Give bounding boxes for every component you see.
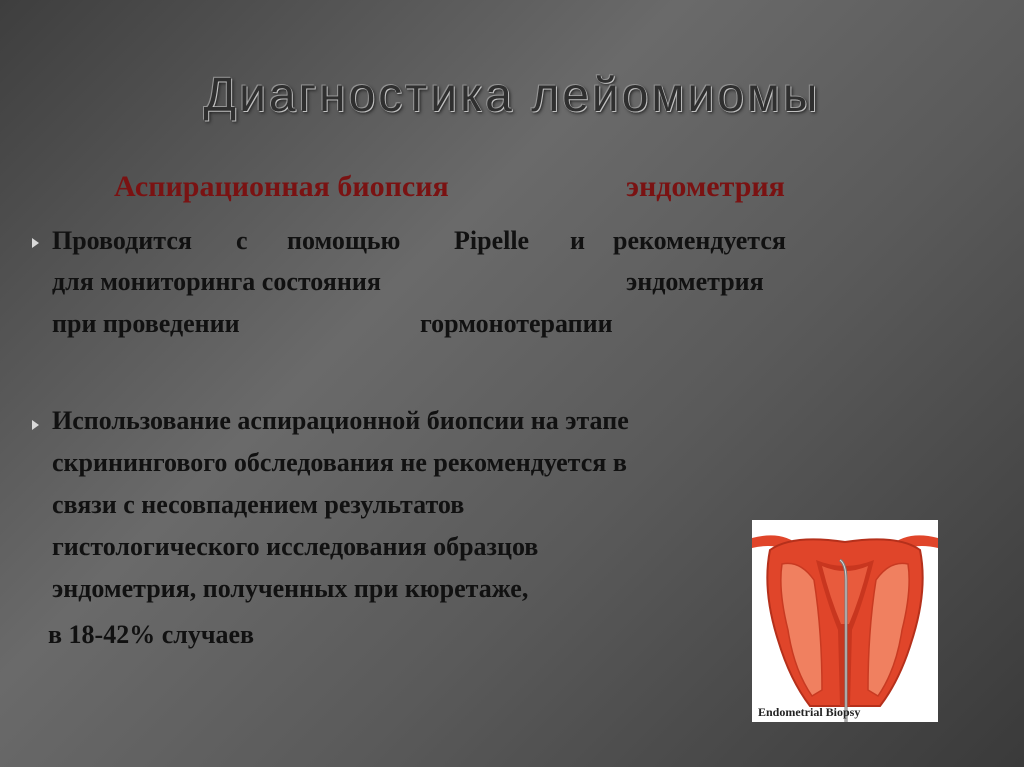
bullet-arrow-icon [32,420,39,430]
bullet1-word: и [570,226,585,255]
bullet1-line3b: гормонотерапии [420,309,613,338]
bullet2-line6: в 18-42% случаев [48,620,255,649]
subtitle-part1: Аспирационная биопсия [114,170,449,203]
bullet-arrow-icon [32,238,39,248]
slide-title: Диагностика лейомиомы [203,69,821,122]
bullet2-line1: Использование аспирационной биопсии на этапе [52,406,629,435]
bullet1-line2a: для мониторинга состояния [52,267,381,296]
bullet2-line3: связи с несовпадением результатов [52,490,465,519]
bullet1-line2b: эндометрия [626,267,764,296]
bullet2-line5: эндометрия, полученных при кюретаже, [52,574,529,603]
bullet1-word: с [236,226,248,255]
figure-caption: Endometrial Biopsy [758,705,861,719]
bullet1-line3a: при проведении [52,309,240,338]
bullet2-line2: скринингового обследования не рекомендуется в [52,448,627,477]
bullet1-word: рекомендуется [613,226,786,255]
bullet1-word: помощью [287,226,401,255]
subtitle-part2: эндометрия [626,170,785,203]
bullet1-word: Pipelle [454,226,530,255]
endometrial-biopsy-illustration [752,520,938,722]
bullet1-word: Проводится [52,226,192,255]
uterus-icon [752,520,938,722]
bullet2-line4: гистологического исследования образцов [52,532,539,561]
